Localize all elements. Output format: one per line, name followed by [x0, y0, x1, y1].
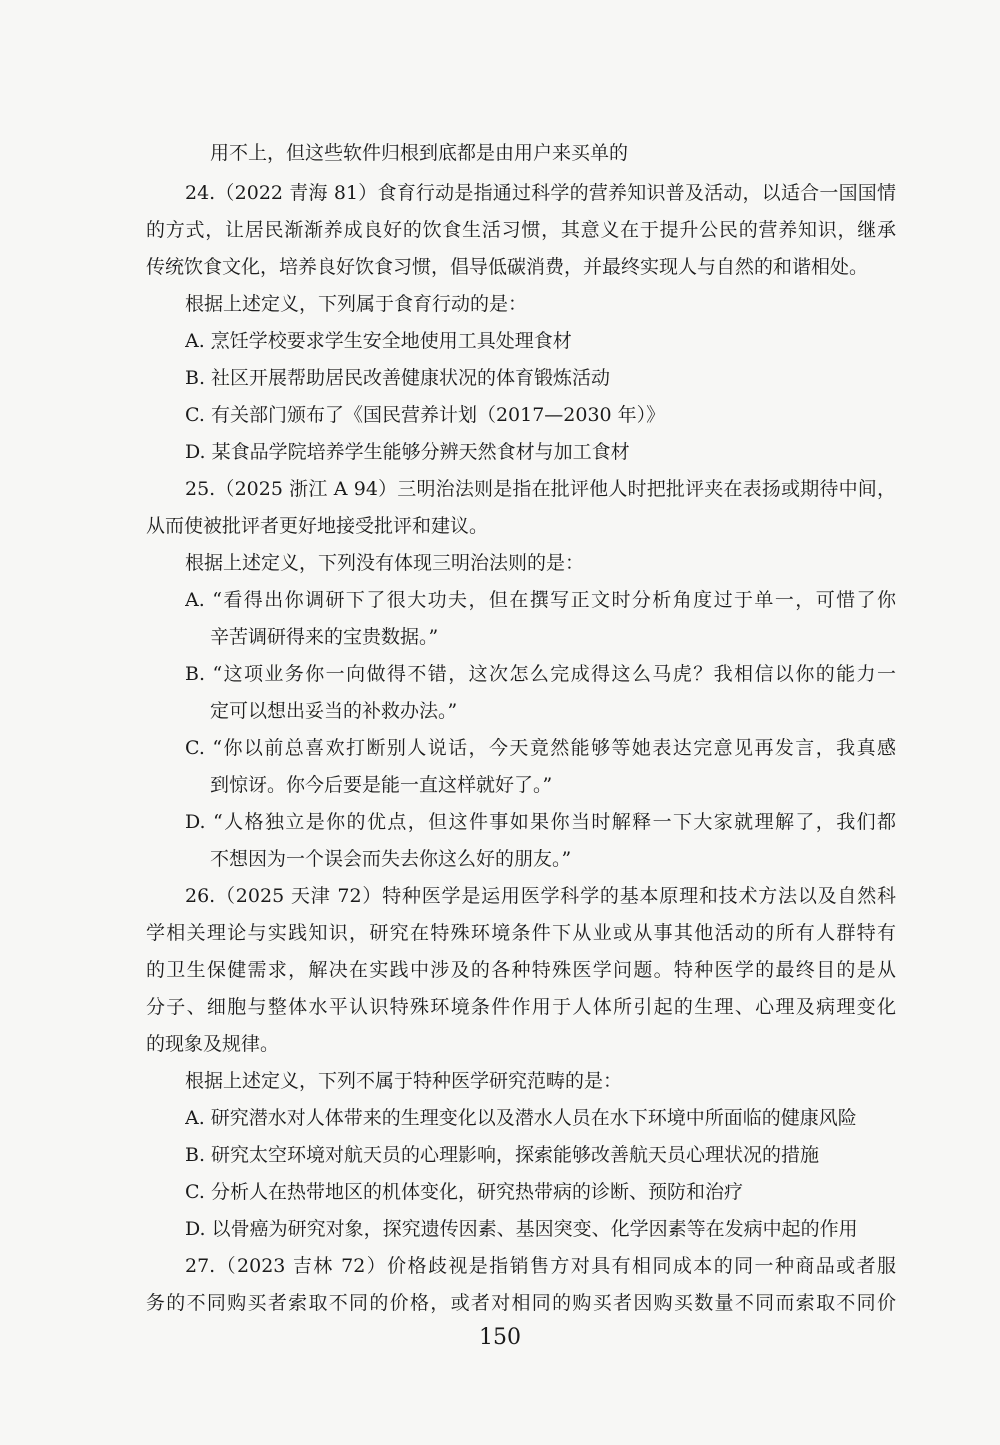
question-26-prompt: 根据上述定义，下列不属于特种医学研究范畴的是： [185, 1070, 623, 1092]
question-25-prompt: 根据上述定义，下列没有体现三明治法则的是： [185, 552, 585, 574]
question-25-option-a-line-2: 辛苦调研得来的宝贵数据。” [210, 626, 439, 648]
question-26-option-c: C. 分析人在热带地区的机体变化，研究热带病的诊断、预防和治疗 [185, 1181, 743, 1203]
question-24-option-c: C. 有关部门颁布了《国民营养计划（2017—2030 年）》 [185, 404, 666, 426]
question-25-option-b-line-1: B. “这项业务你一向做得不错，这次怎么完成得这么马虎？我相信以你的能力一 [185, 663, 896, 685]
question-24-option-a: A. 烹饪学校要求学生安全地使用工具处理食材 [185, 330, 572, 352]
question-25-option-b-line-2: 定可以想出妥当的补救办法。” [210, 700, 458, 722]
question-26-line-1: 26.（2025 天津 72）特种医学是运用医学科学的基本原理和技术方法以及自然科 [185, 885, 896, 907]
question-24-line-1: 24.（2022 青海 81）食育行动是指通过科学的营养知识普及活动，以适合一国国情 [185, 182, 896, 204]
question-26-line-2: 学相关理论与实践知识，研究在特殊环境条件下从业或从事其他活动的所有人群特有 [146, 922, 896, 944]
question-24-line-2: 的方式，让居民渐渐养成良好的饮食生活习惯，其意义在于提升公民的营养知识，继承 [146, 219, 896, 241]
question-26-line-3: 的卫生保健需求，解决在实践中涉及的各种特殊医学问题。特种医学的最终目的是从 [146, 959, 896, 981]
page-number: 150 [479, 1325, 521, 1350]
question-25-line-1: 25.（2025 浙江 A 94）三明治法则是指在批评他人时把批评夹在表扬或期待中间， [185, 478, 896, 500]
question-26-option-a: A. 研究潜水对人体带来的生理变化以及潜水人员在水下环境中所面临的健康风险 [185, 1107, 857, 1129]
question-25-option-d-line-2: 不想因为一个误会而失去你这么好的朋友。” [210, 848, 572, 870]
question-27-line-1: 27.（2023 吉林 72）价格歧视是指销售方对具有相同成本的同一种商品或者服 [185, 1255, 896, 1277]
question-25-option-c-line-2: 到惊讶。你今后要是能一直这样就好了。” [210, 774, 553, 796]
question-26-option-d: D. 以骨癌为研究对象，探究遗传因素、基因突变、化学因素等在发病中起的作用 [185, 1218, 858, 1240]
question-25-option-a-line-1: A. “看得出你调研下了很大功夫，但在撰写正文时分析角度过于单一，可惜了你 [185, 589, 896, 611]
question-24-option-d: D. 某食品学院培养学生能够分辨天然食材与加工食材 [185, 441, 630, 463]
question-24-prompt: 根据上述定义，下列属于食育行动的是： [185, 293, 528, 315]
question-25-option-c-line-1: C. “你以前总喜欢打断别人说话，今天竟然能够等她表达完意见再发言，我真感 [185, 737, 896, 759]
question-27-line-2: 务的不同购买者索取不同的价格，或者对相同的购买者因购买数量不同而索取不同价 [146, 1292, 896, 1314]
question-25-option-d-line-1: D. “人格独立是你的优点，但这件事如果你当时解释一下大家就理解了，我们都 [185, 811, 896, 833]
question-25-line-2: 从而使被批评者更好地接受批评和建议。 [146, 515, 489, 537]
carryover-line: 用不上，但这些软件归根到底都是由用户来买单的 [210, 142, 629, 164]
question-26-line-4: 分子、细胞与整体水平认识特殊环境条件作用于人体所引起的生理、心理及病理变化 [146, 996, 896, 1018]
question-24-option-b: B. 社区开展帮助居民改善健康状况的体育锻炼活动 [185, 367, 611, 389]
question-26-line-5: 的现象及规律。 [146, 1033, 280, 1055]
question-24-line-3: 传统饮食文化，培养良好饮食习惯，倡导低碳消费，并最终实现人与自然的和谐相处。 [146, 256, 869, 278]
question-26-option-b: B. 研究太空环境对航天员的心理影响，探索能够改善航天员心理状况的措施 [185, 1144, 820, 1166]
